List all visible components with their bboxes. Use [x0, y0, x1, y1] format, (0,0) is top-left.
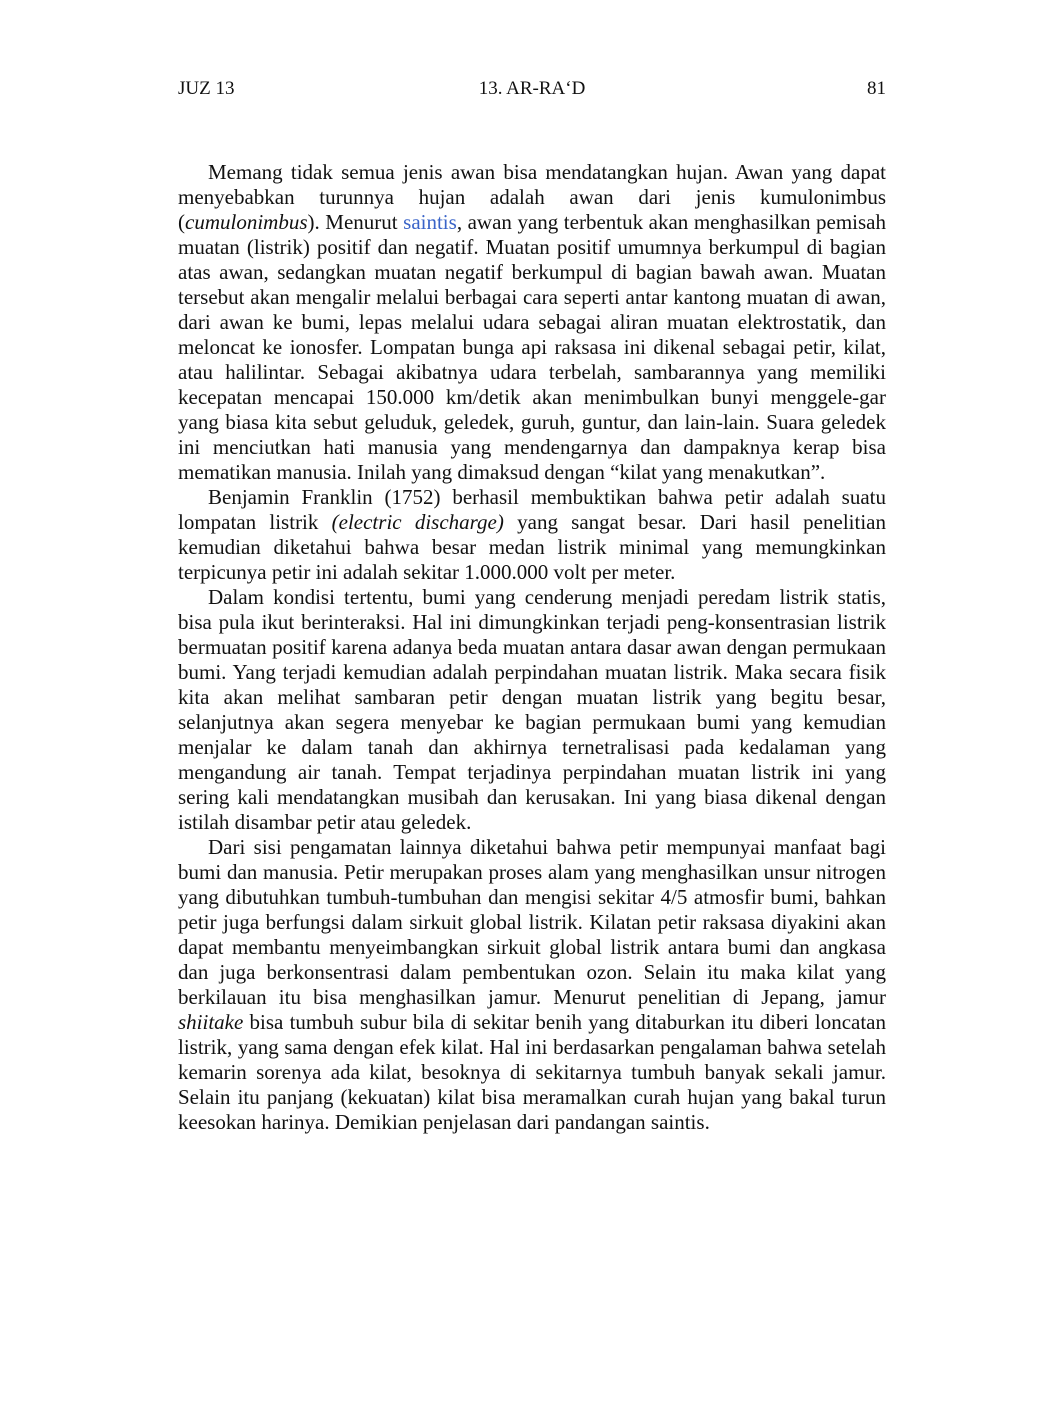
paragraph-1	[178, 160, 886, 485]
body-text	[178, 160, 886, 1135]
term-electric-discharge: (electric discharge)	[331, 510, 504, 534]
paragraph-1-text-b: ). Menurut	[307, 210, 404, 234]
juz-label: JUZ 13	[178, 78, 235, 99]
paragraph-4	[178, 835, 886, 1135]
saintis-link[interactable]: saintis	[403, 210, 457, 234]
paragraph-4-text-b: bisa tumbuh subur bila di sekitar benih yang ditaburkan itu diberi loncatan listrik, yang sama dengan efek kilat. Hal ini berdasarkan pengalaman bahwa setelah kemarin sorenya ada kilat, besoknya di sekitarnya tumbuh banyak sekali jamur. Selain itu panjang (kekuatan) kilat bisa meramalkan curah hujan yang bakal turun keesokan harinya. Demikian penjelasan dari pandangan saintis.	[178, 1010, 886, 1134]
paragraph-2-text-b: yang sangat besar. Dari hasil penelitian kemudian diketahui bahwa besar medan listrik minimal yang memungkinkan terpicunya petir ini adalah sekitar 1.000.000 volt per meter.	[178, 510, 886, 584]
paragraph-3	[178, 585, 886, 835]
term-cumulonimbus: cumulonimbus	[185, 210, 308, 234]
paragraph-2	[178, 485, 886, 585]
page-header	[178, 76, 886, 102]
surah-title: 13. AR-RA‘D	[478, 78, 586, 99]
term-shiitake: shiitake	[178, 1010, 244, 1034]
paragraph-1-text-c: , awan yang terbentuk akan menghasilkan pemisah muatan (listrik) positif dan negatif. Muatan positif umumnya berkumpul di bagian atas awan, sedangkan muatan negatif berkumpul di bagian bawah awan. Muatan tersebut akan mengalir melalui berbagai cara seperti antar kantong muatan di awan, dari awan ke bumi, lepas melalui udara sebagai aliran muatan elektrostatik, dan meloncat ke ionosfer. Lompatan bunga api raksasa ini dikenal sebagai petir, kilat, atau halilintar. Sebagai akibatnya udara terbelah, sambarannya yang memiliki kecepatan mencapai 150.000 km/detik akan menimbulkan bunyi menggele-gar yang biasa kita sebut geluduk, geledek, guruh, guntur, dan lain-lain. Suara geledek ini menciutkan hati manusia yang mendengarnya dan dampaknya kerap bisa mematikan manusia. Inilah yang dimaksud dengan “kilat yang menakutkan”.	[178, 210, 886, 484]
page-number: 81	[867, 78, 886, 99]
paragraph-2-text-a: Benjamin Franklin (1752) berhasil membuktikan bahwa petir adalah suatu lompatan listrik	[178, 485, 886, 534]
paragraph-3-text: Dalam kondisi tertentu, bumi yang cenderung menjadi peredam listrik statis, bisa pula ikut berinteraksi. Hal ini dimungkinkan terjadi peng-konsentrasian listrik bermuatan positif karena adanya beda muatan antara dasar awan dengan permukaan bumi. Yang terjadi kemudian adalah perpindahan muatan listrik. Maka secara fisik kita akan melihat sambaran petir dengan muatan listrik yang begitu besar, selanjutnya akan segera menyebar ke bagian permukaan bumi yang kemudian menjalar ke dalam tanah dan akhirnya ternetralisasi pada kedalaman yang mengandung air tanah. Tempat terjadinya perpindahan muatan listrik ini yang sering kali mendatangkan musibah dan kerusakan. Ini yang biasa dikenal dengan istilah disambar petir atau geledek.	[178, 585, 886, 834]
paragraph-1-text-a: Memang tidak semua jenis awan bisa mendatangkan hujan. Awan yang dapat menyebabkan turunnya hujan adalah awan dari jenis kumulonimbus (	[178, 160, 886, 234]
paragraph-4-text-a: Dari sisi pengamatan lainnya diketahui bahwa petir mempunyai manfaat bagi bumi dan manusia. Petir merupakan proses alam yang menghasilkan unsur nitrogen yang dibutuhkan tumbuh-tumbuhan dan mengisi sekitar 4/5 atmosfir bumi, bahkan petir juga berfungsi dalam sirkuit global listrik. Kilatan petir raksasa diyakini akan dapat membantu menyeimbangkan sirkuit global listrik antara bumi dan angkasa dan juga berkonsentrasi dalam pembentukan ozon. Selain itu maka kilat yang berkilauan itu bisa menghasilkan jamur. Menurut penelitian di Jepang, jamur	[178, 835, 886, 1009]
